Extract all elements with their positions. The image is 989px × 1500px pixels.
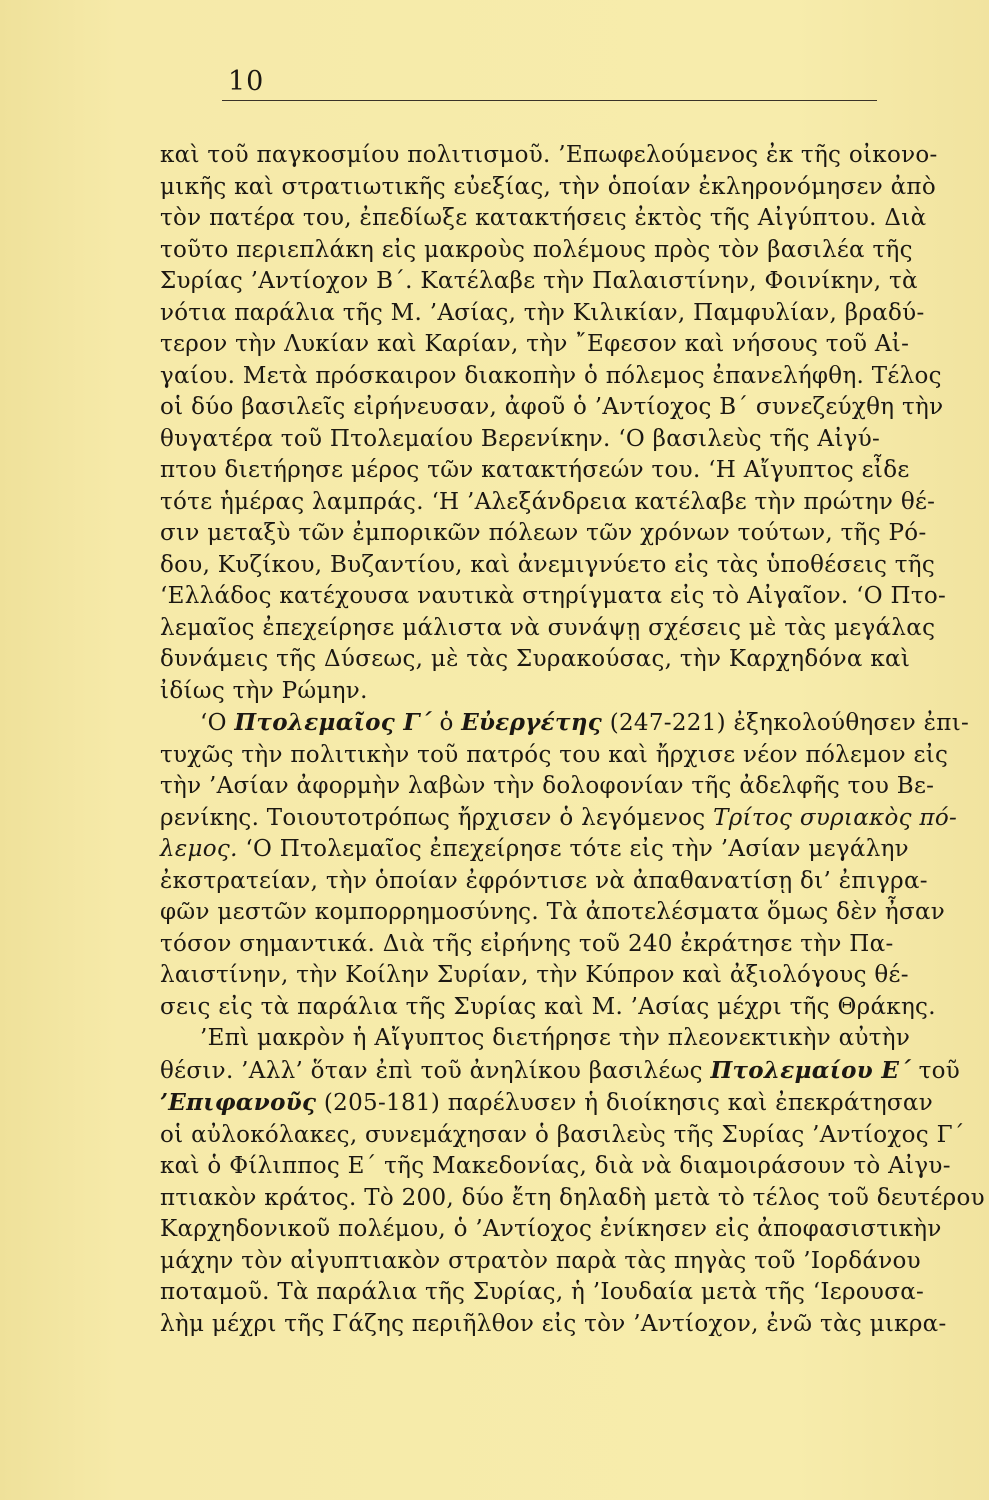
text-line	[160, 803, 958, 835]
text-line: γαίου. Μετὰ πρόσκαιρον διακοπὴν ὁ πόλεμος ἐπανελήφθη. Τέλος	[160, 362, 942, 389]
text-line	[160, 1055, 961, 1088]
text-line: θυγατέρα τοῦ Πτολεμαίου Βερενίκην. ‘Ο βασιλεὺς τῆς Αἰγύ-	[160, 425, 881, 452]
text-line: καὶ ὁ Φίλιππος Ε΄ τῆς Μακεδονίας, διὰ νὰ διαμοιράσουν τὸ Αἰγυ-	[160, 1153, 951, 1179]
text-line: σιν μεταξὺ τῶν ἐμπορικῶν πόλεων τῶν χρόνων τούτων, τῆς Ρό-	[160, 520, 927, 546]
text-line: λεμαῖος ἐπεχείρησε μάλιστα νὰ συνάψῃ σχέσεις μὲ τὰς μεγάλας	[160, 614, 936, 641]
text-line: μάχην τὸν αἰγυπτιακὸν στρατὸν παρὰ τὰς πηγὰς τοῦ ’Ιορδάνου	[160, 1247, 921, 1274]
text-line: τυχῶς τὴν πολιτικὴν τοῦ πατρός του καὶ ἤρχισε νέον πόλεμον εἰς	[160, 741, 949, 768]
text-line: νότια παράλια τῆς Μ. ’Ασίας, τὴν Κιλικίαν, Παμφυλίαν, βραδύ-	[160, 299, 925, 326]
text-run: ‘Ο	[200, 710, 227, 736]
ruler-name: Πτολεμαῖος Γ΄	[234, 709, 432, 736]
text-run: ‘Ο Πτολεμαῖος ἐπεχείρησε τότε εἰς τὴν ’Ασίαν μεγάλην	[245, 836, 909, 862]
text-line: λαιστίνην, τὴν Κοίλην Συρίαν, τὴν Κύπρον καὶ ἀξιολόγους θέ-	[160, 962, 909, 988]
text-run: θέσιν. ’Αλλ’ ὅταν ἐπὶ τοῦ ἀνηλίκου βασιλέως	[160, 1057, 703, 1084]
text-line: Καρχηδονικοῦ πολέμου, ὁ ’Αντίοχος ἐνίκησεν εἰς ἀποφασιστικὴν	[160, 1216, 942, 1242]
text-line: τερον τὴν Λυκίαν καὶ Καρίαν, τὴν ῎Εφεσον καὶ νήσους τοῦ Αἰ-	[160, 331, 910, 357]
text-line	[160, 834, 909, 866]
text-line: οἱ αὐλοκόλακες, συνεμάχησαν ὁ βασιλεὺς τῆς Συρίας ’Αντίοχος Γ΄	[160, 1121, 965, 1148]
paragraph-1	[160, 140, 947, 707]
text-line: καὶ τοῦ παγκοσμίου πολιτισμοῦ. ’Επωφελούμενος ἐκ τῆς οἰκονο-	[160, 142, 938, 168]
text-line: οἱ δύο βασιλεῖς εἰρήνευσαν, ἀφοῦ ὁ ’Αντίοχος Β΄ συνεζεύχθη τὴν	[160, 394, 944, 420]
text-line: σεις εἰς τὰ παράλια τῆς Συρίας καὶ Μ. ’Ασίας μέχρι τῆς Θράκης.	[160, 993, 936, 1020]
text-line: φῶν μεστῶν κομπορρημοσύνης. Τὰ ἀποτελέσματα ὅμως δὲν ἦσαν	[160, 899, 946, 925]
text-line: ‘Ελλάδος κατέχουσα ναυτικὰ στηρίγματα εἰς τὸ Αἰγαῖον. ‘Ο Πτο-	[160, 583, 947, 609]
text-line: τὴν ’Ασίαν ἀφορμὴν λαβὼν τὴν δολοφονίαν τῆς ἀδελφῆς του Βε-	[160, 773, 935, 799]
text-line: τοῦτο περιεπλάκη εἰς μακροὺς πολέμους πρὸς τὸν βασιλέα τῆς	[160, 236, 913, 263]
text-line: τότε ἡμέρας λαμπράς. ‘Η ’Αλεξάνδρεια κατέλαβε τὴν πρώτην θέ-	[160, 488, 936, 515]
text-line: λὴμ μέχρι τῆς Γάζης περιῆλθον εἰς τὸν ’Αντίοχον, ἐνῶ τὰς μικρα-	[160, 1310, 947, 1337]
text-line: πτιακὸν κράτος. Τὸ 200, δύο ἔτη δηλαδὴ μετὰ τὸ τέλος τοῦ δευτέρου	[160, 1184, 985, 1211]
text-line: μικῆς καὶ στρατιωτικῆς εὐεξίας, τὴν ὁποίαν ἐκληρονόμησεν ἀπὸ	[160, 173, 936, 200]
paragraph-2	[160, 707, 970, 1023]
header-rule	[222, 100, 877, 101]
text-run: τοῦ	[918, 1057, 961, 1084]
text-line: ἰδίως τὴν Ρώμην.	[160, 677, 368, 704]
text-line: ποταμοῦ. Τὰ παράλια τῆς Συρίας, ἡ ’Ιουδαία μετὰ τῆς ‘Ιερουσα-	[160, 1279, 925, 1305]
page-number: 10	[228, 66, 265, 97]
ruler-name: Πτολεμαίου Ε΄	[710, 1056, 911, 1084]
war-name: λεμος.	[160, 836, 238, 862]
text-line	[160, 1087, 934, 1120]
text-line: τὸν πατέρα του, ἐπεδίωξε κατακτήσεις ἐκτὸς τῆς Αἰγύπτου. Διὰ	[160, 205, 927, 231]
text-run: ρενίκης. Τοιουτοτρόπως ἤρχισεν ὁ λεγόμενος	[160, 804, 706, 831]
text-line: δου, Κυζίκου, Βυζαντίου, καὶ ἀνεμιγνύετο εἰς τὰς ὑποθέσεις τῆς	[160, 551, 936, 578]
text-line: Συρίας ’Αντίοχον Β΄. Κατέλαβε τὴν Παλαιστίνην, Φοινίκην, τὰ	[160, 268, 918, 294]
war-name: Τρίτος συριακὸς πό-	[713, 804, 958, 831]
text-run: (205-181) παρέλυσεν ἡ διοίκησις καὶ ἐπεκράτησαν	[323, 1090, 934, 1116]
text-line	[160, 707, 970, 740]
text-run: (247-221) ἐξηκολούθησεν ἐπι-	[609, 710, 970, 736]
ruler-epithet: Εὐεργέτης	[461, 709, 603, 736]
text-line: δυνάμεις τῆς Δύσεως, μὲ τὰς Συρακούσας, τὴν Καρχηδόνα καὶ	[160, 646, 911, 672]
text-line: πτου διετήρησε μέρος τῶν κατακτήσεών του. ‘Η Αἴγυπτος εἶδε	[160, 457, 910, 483]
text-line: ἐκστρατείαν, τὴν ὁποίαν ἐφρόντισε νὰ ἀπαθανατίσῃ δι’ ἐπιγρα-	[160, 867, 928, 894]
ruler-epithet: ’Επιφανοῦς	[160, 1089, 317, 1116]
text-line: τόσον σημαντικά. Διὰ τῆς εἰρήνης τοῦ 240 ἐκράτησε τὴν Πα-	[160, 930, 894, 957]
text-line: ’Επὶ μακρὸν ἡ Αἴγυπτος διετήρησε τὴν πλεονεκτικὴν αὐτὴν	[200, 1025, 911, 1051]
body-text	[160, 140, 985, 1340]
paragraph-3	[160, 1023, 985, 1340]
text-run: ὁ	[439, 710, 454, 736]
